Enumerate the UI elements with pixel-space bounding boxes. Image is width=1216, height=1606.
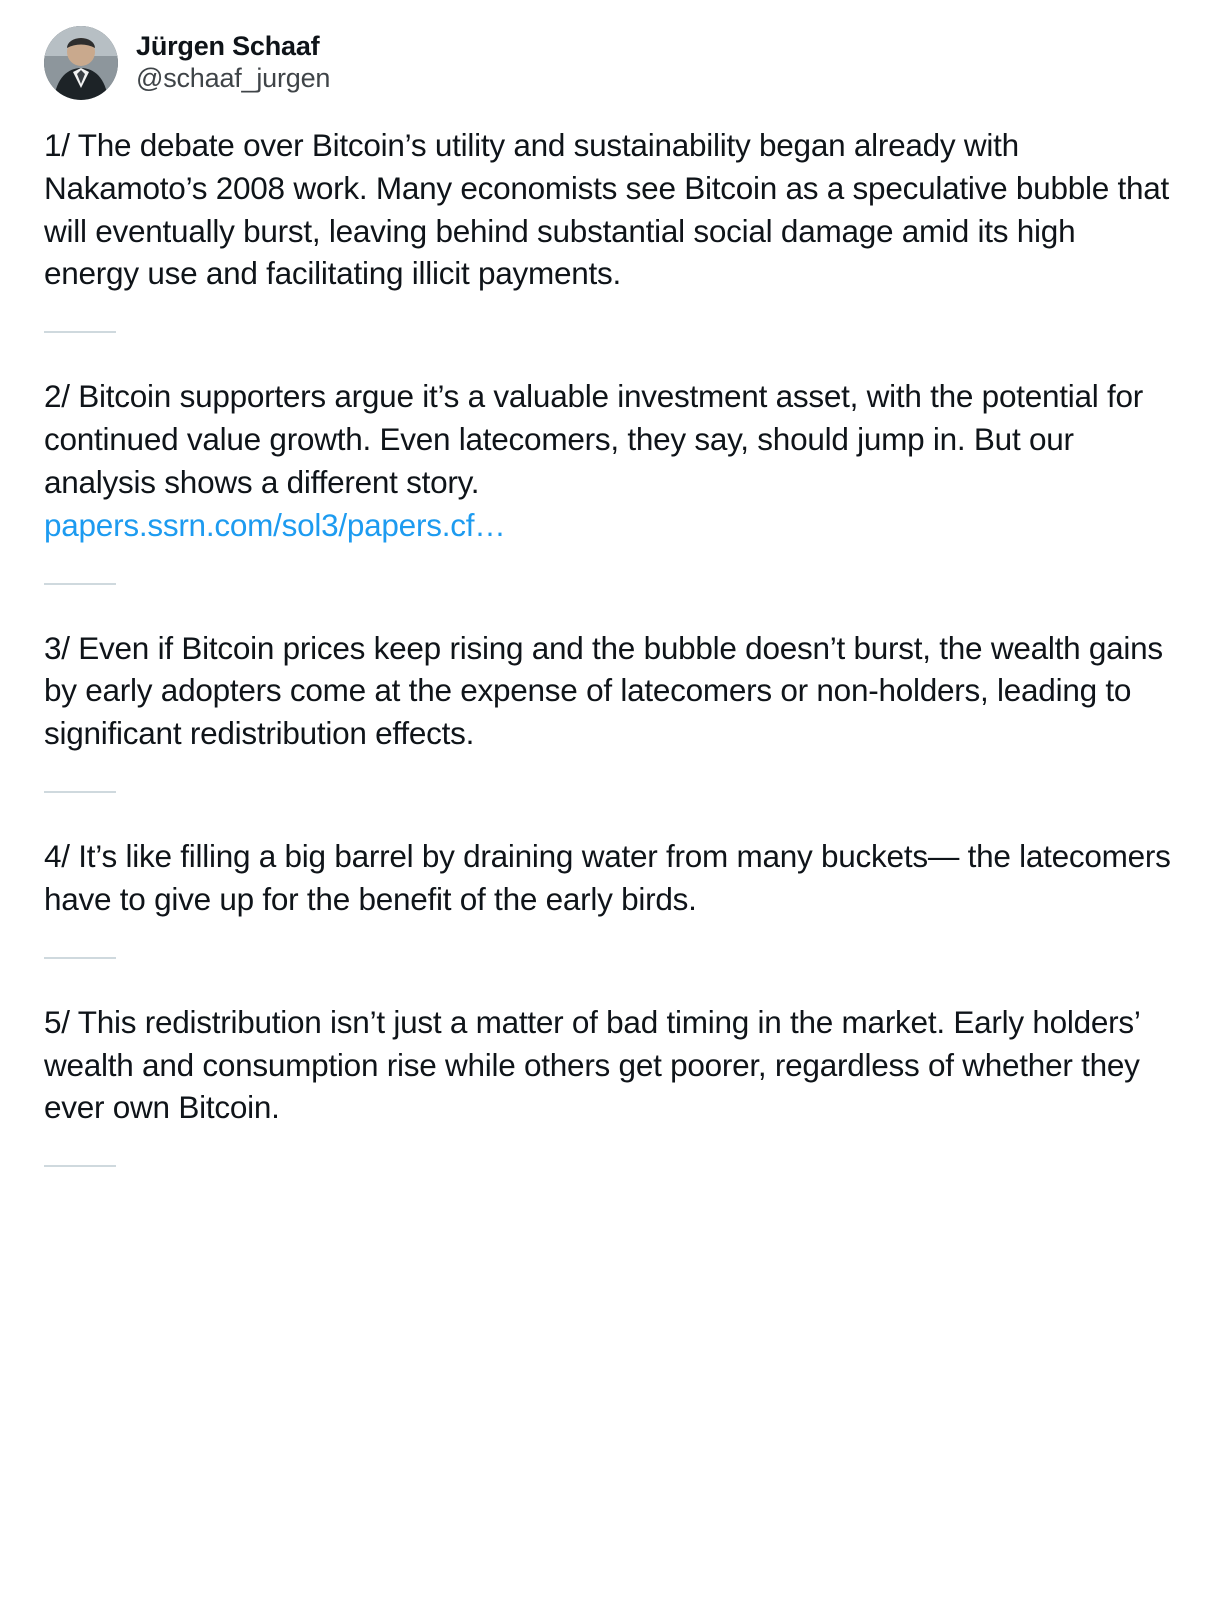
divider-line [44,791,116,793]
avatar[interactable] [44,26,118,100]
tweet-separator-1 [44,295,1172,369]
tweet-separator-2 [44,547,1172,621]
tweet-2-text: 2/ Bitcoin supporters argue it’s a valuable investment asset, with the potential for continued value growth. Even latecomers, they say, should jump in. But our analysis shows a different story. [44,378,1152,500]
author-display-name: Jürgen Schaaf [136,31,320,62]
author-handle: @schaaf_jurgen [136,63,331,93]
tweet-3[interactable] [44,621,1172,755]
tweet-2-link[interactable]: papers.ssrn.com/sol3/papers.cf… [44,506,506,543]
divider-line [44,331,116,333]
tweet-2[interactable] [44,369,1172,546]
tweet-5[interactable] [44,995,1172,1129]
tweet-5-text: 5/ This redistribution isn’t just a matter of bad timing in the market. Early holders’ wealth and consumption rise while others get poorer, regardless of whether they ever own Bitcoin. [44,1003,1149,1126]
tweet-separator-5 [44,1129,1172,1203]
tweet-4[interactable] [44,829,1180,921]
tweet-3-text: 3/ Even if Bitcoin prices keep rising and the bubble doesn’t burst, the wealth gains by early adopters come at the expense of latecomers or non-holders, leading to significant redistribution effects. [44,629,1172,752]
tweet-4-text: 4/ It’s like filling a big barrel by draining water from many buckets— the latecomers have to give up for the benefit of the early birds. [44,838,1180,917]
tweet-separator-3 [44,755,1172,829]
divider-line [44,1165,116,1167]
tweet-1-text: 1/ The debate over Bitcoin’s utility and sustainability began already with Nakamoto’s 2008 work. Many economists see Bitcoin as a speculative bubble that will eventually burst, leaving behind substantial social damage amid its high energy use and facilitating illicit payments. [44,127,1178,292]
author-names [136,31,330,95]
tweet-separator-4 [44,921,1172,995]
tweet-1[interactable] [44,118,1178,295]
author-header[interactable] [44,26,1172,100]
divider-line [44,583,116,585]
divider-line [44,957,116,959]
